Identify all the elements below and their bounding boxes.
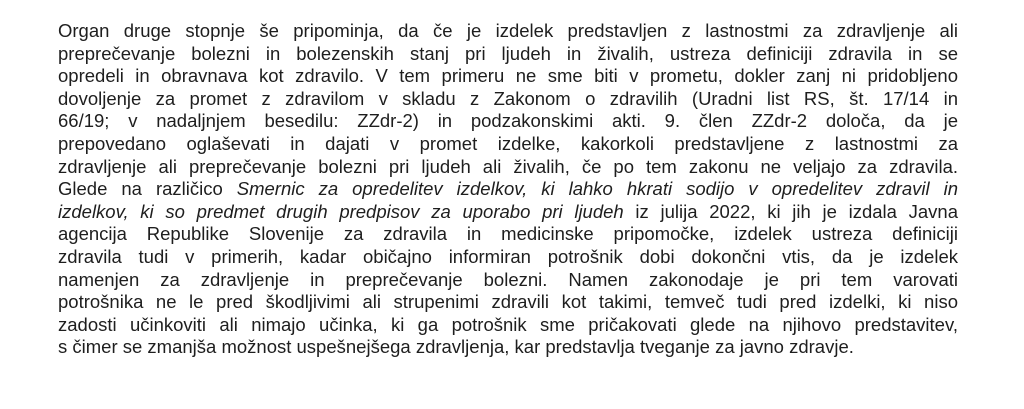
document-paragraph — [58, 20, 958, 359]
text-line — [58, 314, 958, 337]
text-segment: namenjen za zdravljenje in preprečevanje bolezni. Namen zakonodaje je pri tem varovati — [58, 268, 958, 290]
text-segment: potrošnika ne le pred škodljivimi ali strupenimi zdravili kot takimi, temveč tudi pred izdelki, ki niso — [58, 291, 958, 313]
text-segment: prepovedano oglaševati in dajati v promet izdelke, kakorkoli predstavljene z lastnostmi za — [58, 132, 958, 154]
italic-text-segment: Smernic za opredelitev izdelkov, ki lahko hkrati sodijo v opredelitev zdravil in — [236, 178, 959, 200]
text-segment: Glede na različico — [58, 178, 237, 200]
text-segment: zadosti učinkoviti ali nimajo učinka, ki ga potrošnik sme pričakovati glede na njihovo predstavitev, — [58, 313, 958, 335]
text-segment: agencija Republike Slovenije za zdravila in medicinske pripomočke, izdelek ustreza definiciji — [58, 223, 958, 245]
text-line — [58, 201, 958, 224]
text-line — [58, 178, 958, 201]
text-segment: preprečevanje bolezni in bolezenskih stanj pri ljudeh in živalih, ustreza definiciji zdravila in se — [58, 42, 958, 64]
text-line — [58, 336, 958, 359]
text-segment: zdravila tudi v primerih, kadar običajno informiran potrošnik dobi dokončni vtis, da je izdelek — [58, 245, 958, 267]
text-segment: 66/19; v nadaljnjem besedilu: ZZdr-2) in podzakonskimi akti. 9. člen ZZdr-2 določa, da je — [58, 110, 958, 132]
text-line — [58, 246, 958, 269]
text-line — [58, 291, 958, 314]
text-line — [58, 269, 958, 292]
text-line — [58, 156, 958, 179]
text-segment: opredeli in obravnava kot zdravilo. V tem primeru ne sme biti v prometu, dokler zanj ni pridobljeno — [58, 65, 958, 87]
text-line — [58, 133, 958, 156]
text-line — [58, 20, 958, 43]
text-line — [58, 88, 958, 111]
text-line — [58, 43, 958, 66]
text-line — [58, 223, 958, 246]
text-segment: zdravljenje ali preprečevanje bolezni pri ljudeh ali živalih, če po tem zakonu ne veljajo za zdravila. — [58, 155, 958, 177]
text-segment: Organ druge stopnje še pripominja, da če je izdelek predstavljen z lastnostmi za zdravljenje ali — [58, 20, 958, 41]
text-segment: dovoljenje za promet z zdravilom v skladu z Zakonom o zdravilih (Uradni list RS, št. 17/14 in — [58, 87, 958, 109]
text-segment: iz julija 2022, ki jih je izdala Javna — [623, 200, 958, 222]
text-segment: s čimer se zmanjša možnost uspešnejšega zdravljenja, kar predstavlja tveganje za javno zdravje. — [58, 336, 854, 358]
text-line — [58, 110, 958, 133]
italic-text-segment: izdelkov, ki so predmet drugih predpisov za uporabo pri ljudeh — [58, 200, 624, 222]
text-line — [58, 65, 958, 88]
